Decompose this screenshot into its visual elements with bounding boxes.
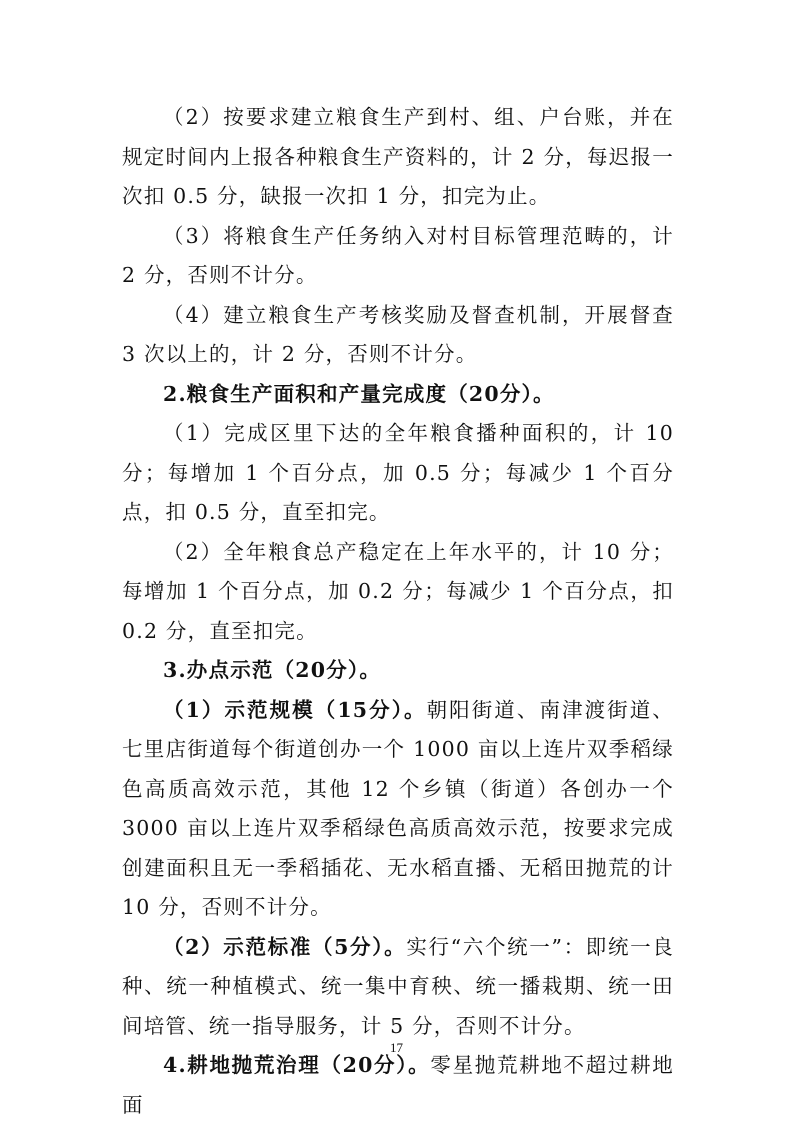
document-body <box>122 98 674 1125</box>
paragraph-3-2 <box>122 533 674 652</box>
section-heading-3 <box>122 651 674 691</box>
paragraph-text: 实行“六个统一”：即统一良种、统一种植模式、统一集中育秧、统一播栽期、统一田间培管、统一指导服务，计 5 分，否则不计分。 <box>122 934 674 1038</box>
page-number: 17 <box>390 1040 403 1055</box>
paragraph-text: 零星抛荒耕地不超过耕地面 <box>122 1053 675 1117</box>
paragraph-4-2 <box>122 928 674 1047</box>
paragraph-2-4 <box>122 296 674 375</box>
paragraph-lead: （1）示范规模（15分）。 <box>163 697 427 722</box>
paragraph-3-1 <box>122 414 674 533</box>
section-heading-text: 2.粮食生产面积和产量完成度（20分）。 <box>163 381 555 406</box>
paragraph-2-2 <box>122 98 674 217</box>
paragraph-2-3 <box>122 217 674 296</box>
paragraph-text: 朝阳街道、南津渡街道、七里店街道每个街道创办一个 1000 亩以上连片双季稻绿色高质高效示范，其他 12 个乡镇（街道）各创办一个 3000 亩以上连片双季稻绿色高质高效示范，按要求完成创建面积且无一季稻插花、无水稻直播、无稻田抛荒的计 10 分，否则不计分。 <box>122 697 674 919</box>
paragraph-text: （2）按要求建立粮食生产到村、组、户台账，并在规定时间内上报各种粮食生产资料的，计 2 分，每迟报一次扣 0.5 分，缺报一次扣 1 分，扣完为止。 <box>122 105 674 208</box>
section-heading-2 <box>122 375 674 415</box>
paragraph-lead: （2）示范标准（5分）。 <box>163 934 407 959</box>
section-heading-text: 3.办点示范（20分）。 <box>163 658 382 682</box>
paragraph-4-1 <box>122 691 674 928</box>
section-heading-text: 4.耕地抛荒治理（20分）。 <box>163 1053 431 1077</box>
paragraph-text: （2）全年粮食总产稳定在上年水平的，计 10 分；每增加 1 个百分点，加 0.2 分；每减少 1 个百分点，扣 0.2 分，直至扣完。 <box>122 539 674 643</box>
paragraph-text: （1）完成区里下达的全年粮食播种面积的，计 10 分；每增加 1 个百分点，加 0.5 分；每减少 1 个百分点，扣 0.5 分，直至扣完。 <box>122 421 674 524</box>
paragraph-text: （3）将粮食生产任务纳入对村目标管理范畴的，计 2 分，否则不计分。 <box>122 223 674 287</box>
paragraph-text: （4）建立粮食生产考核奖励及督查机制，开展督查 3 次以上的，计 2 分，否则不计分。 <box>122 302 674 366</box>
section-heading-4 <box>122 1046 674 1125</box>
